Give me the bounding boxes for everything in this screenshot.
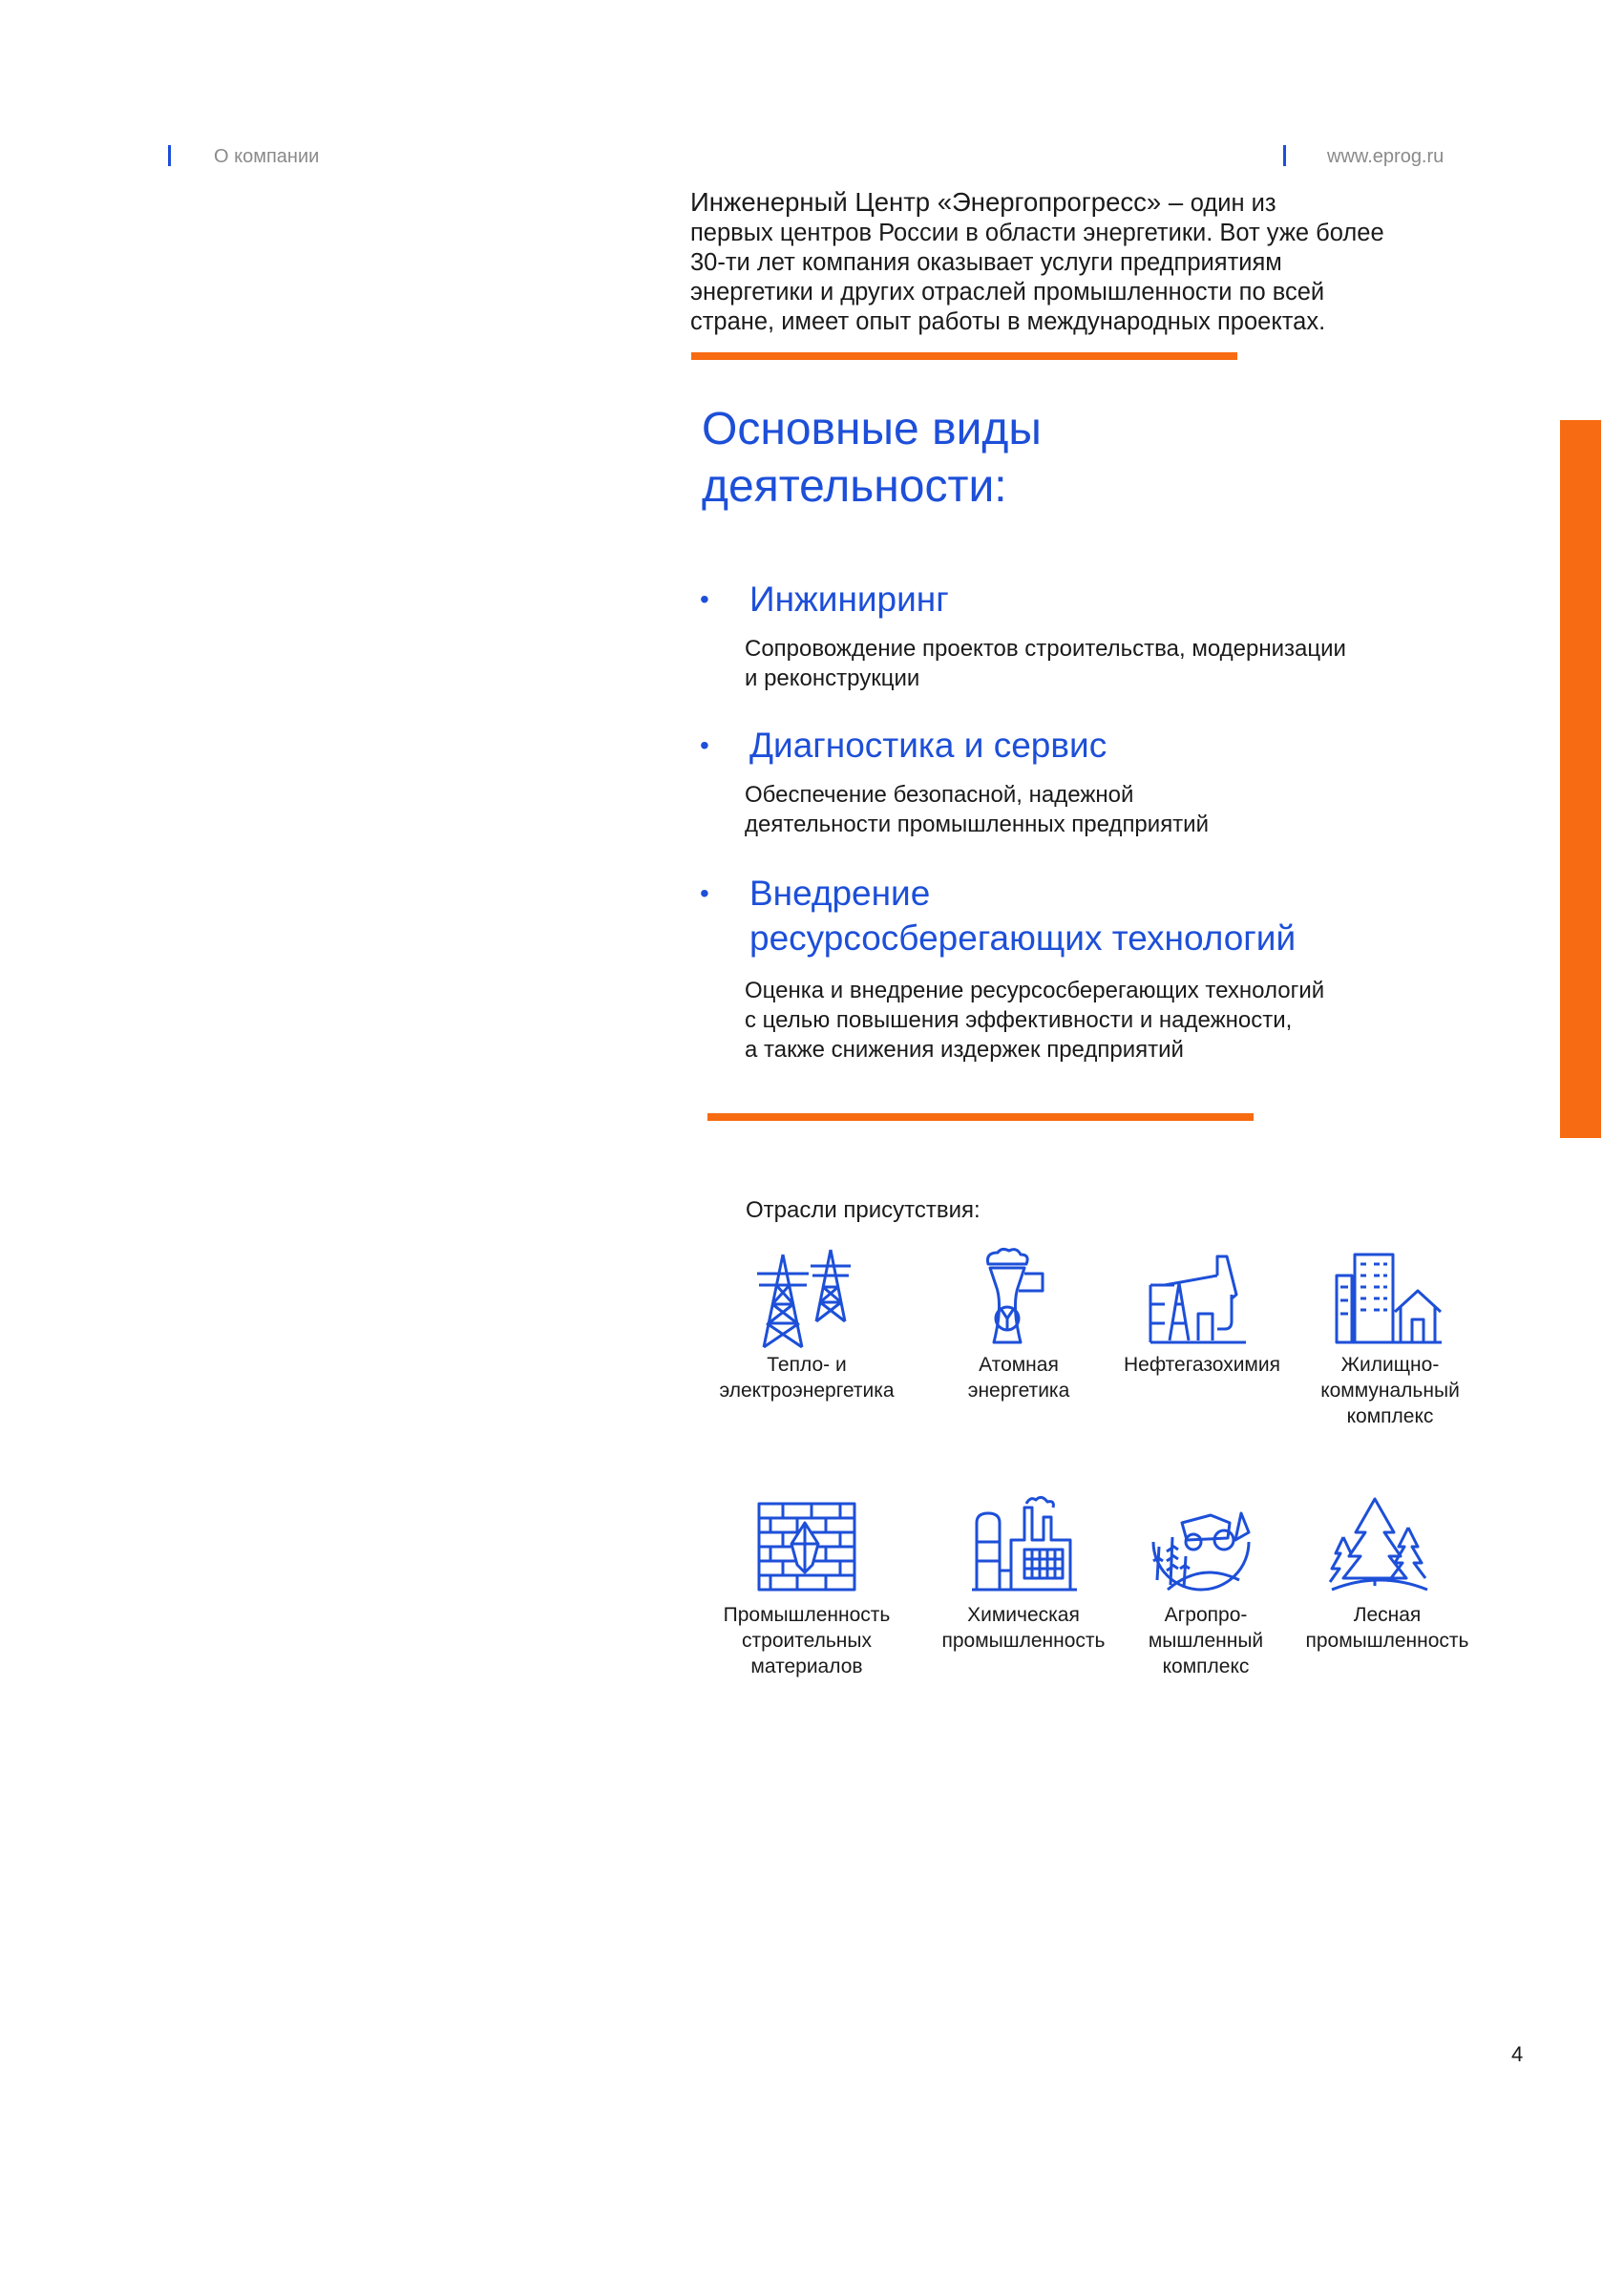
- bullet-icon: •: [700, 878, 709, 908]
- page-title: [702, 401, 1275, 516]
- activity-desc-line: и реконструкции: [745, 665, 920, 691]
- forest-icon: [1322, 1494, 1437, 1599]
- intro-line: энергетики и других отраслей промышленности по всей: [690, 279, 1325, 306]
- industry-label: [1097, 1352, 1307, 1378]
- power-lines-icon: [749, 1247, 864, 1352]
- industry-label-line: Жилищно-: [1340, 1354, 1440, 1376]
- header-divider-right: [1283, 145, 1286, 166]
- header-section-label: О компании: [214, 146, 320, 167]
- industry-label-line: мышленный: [1148, 1630, 1264, 1652]
- industry-label: [918, 1602, 1128, 1654]
- activity-title-line: Внедрение: [749, 874, 931, 913]
- intro-line1-rest: один из: [1190, 190, 1276, 217]
- industry-label-line: коммунальный: [1320, 1380, 1460, 1402]
- page-title-line: деятельности:: [702, 461, 1007, 512]
- activity-desc-line: Сопровождение проектов строительства, модернизации: [745, 636, 1346, 662]
- activity-desc-line: Обеспечение безопасной, надежной: [745, 782, 1134, 808]
- industry-label: [702, 1602, 912, 1679]
- industry-label: [1282, 1602, 1492, 1654]
- industry-label-line: Нефтегазохимия: [1124, 1354, 1280, 1376]
- activity-desc-line: Оценка и внедрение ресурсосберегающих технологий: [745, 978, 1325, 1003]
- activities-underline: [707, 1113, 1254, 1121]
- intro-lead: Инженерный Центр «Энергопрогресс» –: [690, 187, 1191, 217]
- activity-title: [749, 871, 1296, 960]
- brick-wall-icon: [749, 1494, 864, 1599]
- industry-label-line: электроэнергетика: [719, 1380, 895, 1402]
- activity-title: Диагностика и сервис: [749, 726, 1107, 765]
- industry-label-line: промышленность: [1305, 1630, 1469, 1652]
- industry-label-line: комплекс: [1346, 1405, 1434, 1427]
- intro-line: первых центров России в области энергетики. Вот уже более: [690, 220, 1384, 246]
- bullet-icon: •: [700, 730, 709, 760]
- header-divider-left: [168, 145, 171, 166]
- activity-description: [745, 976, 1432, 1065]
- page-number: 4: [1511, 2042, 1524, 2066]
- activity-desc-line: а также снижения издержек предприятий: [745, 1037, 1184, 1063]
- industry-label: [1285, 1352, 1495, 1429]
- industry-label: [1101, 1602, 1311, 1679]
- industry-label-line: энергетика: [967, 1380, 1070, 1402]
- activity-title-line: ресурсосберегающих технологий: [749, 918, 1297, 958]
- oil-pump-icon: [1141, 1247, 1255, 1352]
- intro-line: 30-ти лет компания оказывает услуги предприятиям: [690, 249, 1282, 276]
- industry-label-line: Промышленность: [723, 1604, 891, 1626]
- industries-title: Отрасли присутствия:: [746, 1197, 981, 1223]
- activity-desc-line: с целью повышения эффективности и надежности,: [745, 1007, 1293, 1033]
- page-title-line: Основные виды: [702, 404, 1042, 454]
- industry-label-line: комплекс: [1162, 1656, 1250, 1677]
- side-accent-bar: [1560, 420, 1601, 1138]
- industry-label-line: материалов: [750, 1656, 863, 1677]
- industry-label-line: Лесная: [1353, 1604, 1422, 1626]
- housing-icon: [1332, 1247, 1446, 1352]
- industry-label-line: Химическая: [967, 1604, 1080, 1626]
- activity-title: Инжиниринг: [749, 580, 949, 619]
- intro-underline: [691, 352, 1237, 360]
- industry-label-line: Тепло- и: [767, 1354, 847, 1376]
- header-site-link[interactable]: www.eprog.ru: [1327, 146, 1445, 167]
- intro-paragraph: [690, 187, 1416, 337]
- chemical-plant-icon: [967, 1494, 1082, 1599]
- bullet-icon: •: [700, 584, 709, 614]
- activity-desc-line: деятельности промышленных предприятий: [745, 812, 1209, 837]
- agriculture-icon: [1144, 1494, 1258, 1599]
- activity-description: [745, 634, 1432, 693]
- industry-label: [702, 1352, 912, 1403]
- industry-label-line: промышленность: [941, 1630, 1106, 1652]
- industry-label-line: Агропро-: [1164, 1604, 1248, 1626]
- intro-line: стране, имеет опыт работы в международных проектах.: [690, 308, 1326, 335]
- industry-label: [914, 1352, 1124, 1403]
- nuclear-plant-icon: [961, 1247, 1076, 1352]
- industry-label-line: строительных: [742, 1630, 872, 1652]
- industry-label-line: Атомная: [979, 1354, 1059, 1376]
- activity-description: [745, 780, 1432, 839]
